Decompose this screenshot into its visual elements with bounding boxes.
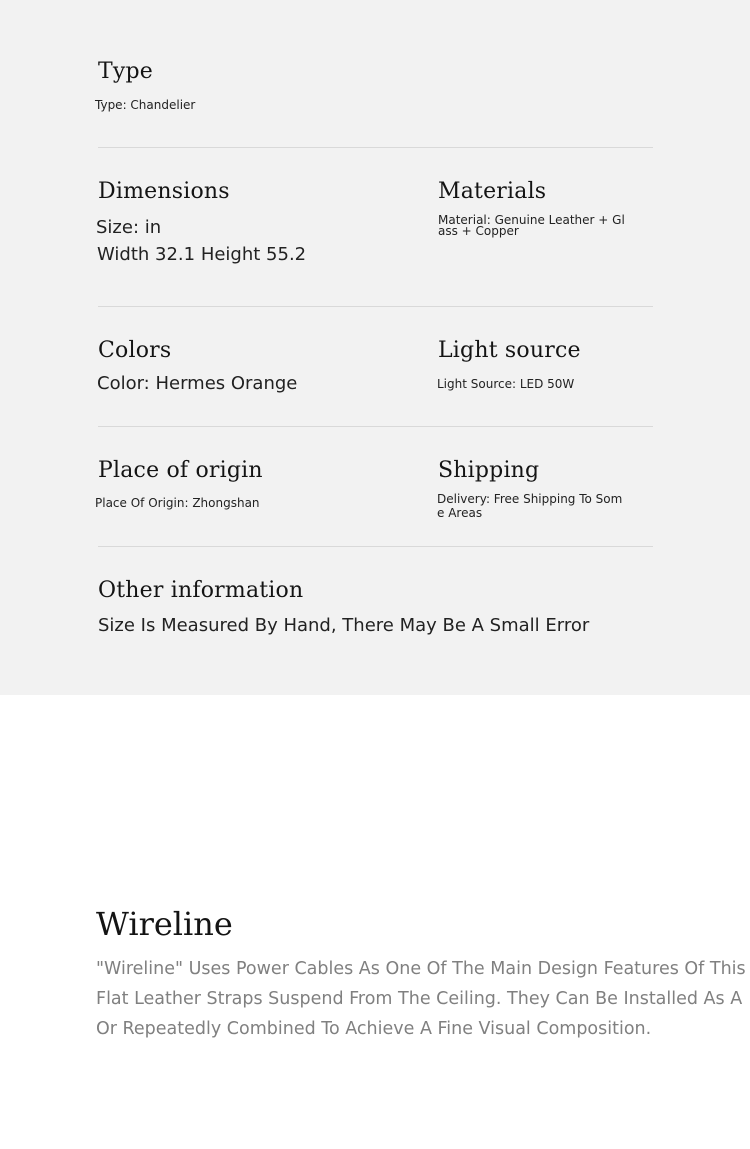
- shipping-heading: Shipping: [438, 458, 540, 483]
- other-information-value: Size Is Measured By Hand, There May Be A Small Error: [98, 615, 590, 636]
- divider: [98, 426, 653, 427]
- light-source-heading: Light source: [438, 338, 581, 363]
- materials-heading: Materials: [438, 179, 547, 204]
- materials-value: Material: Genuine Leather + Glass + Copper: [438, 213, 625, 238]
- dimensions-size-unit: Size: in: [96, 217, 162, 238]
- wireline-description-viewport: [0, 940, 750, 1060]
- divider: [98, 147, 653, 148]
- light-source-value: Light Source: LED 50W: [437, 377, 575, 391]
- type-heading: Type: [98, 59, 154, 84]
- type-value: Type: Chandelier: [95, 98, 196, 112]
- dimensions-heading: Dimensions: [98, 179, 230, 204]
- colors-value: Color: Hermes Orange: [97, 373, 298, 394]
- place-of-origin-value: Place Of Origin: Zhongshan: [95, 496, 260, 510]
- wireline-description: "Wireline" Uses Power Cables As One Of The Main Design Features Of This Flat Leather Straps Suspend From The Ceiling. They Can Be Installed As A Or Repeatedly Combined To Achieve A Fine Visual Composition.: [96, 959, 746, 1039]
- divider: [98, 546, 653, 547]
- colors-heading: Colors: [98, 338, 172, 363]
- other-information-heading: Other information: [98, 578, 304, 603]
- shipping-value: Delivery: Free Shipping To Some Areas: [437, 492, 623, 520]
- dimensions-values: Width 32.1 Height 55.2: [97, 244, 307, 265]
- wireline-title: Wireline: [96, 905, 233, 943]
- divider: [98, 306, 653, 307]
- place-of-origin-heading: Place of origin: [98, 458, 263, 483]
